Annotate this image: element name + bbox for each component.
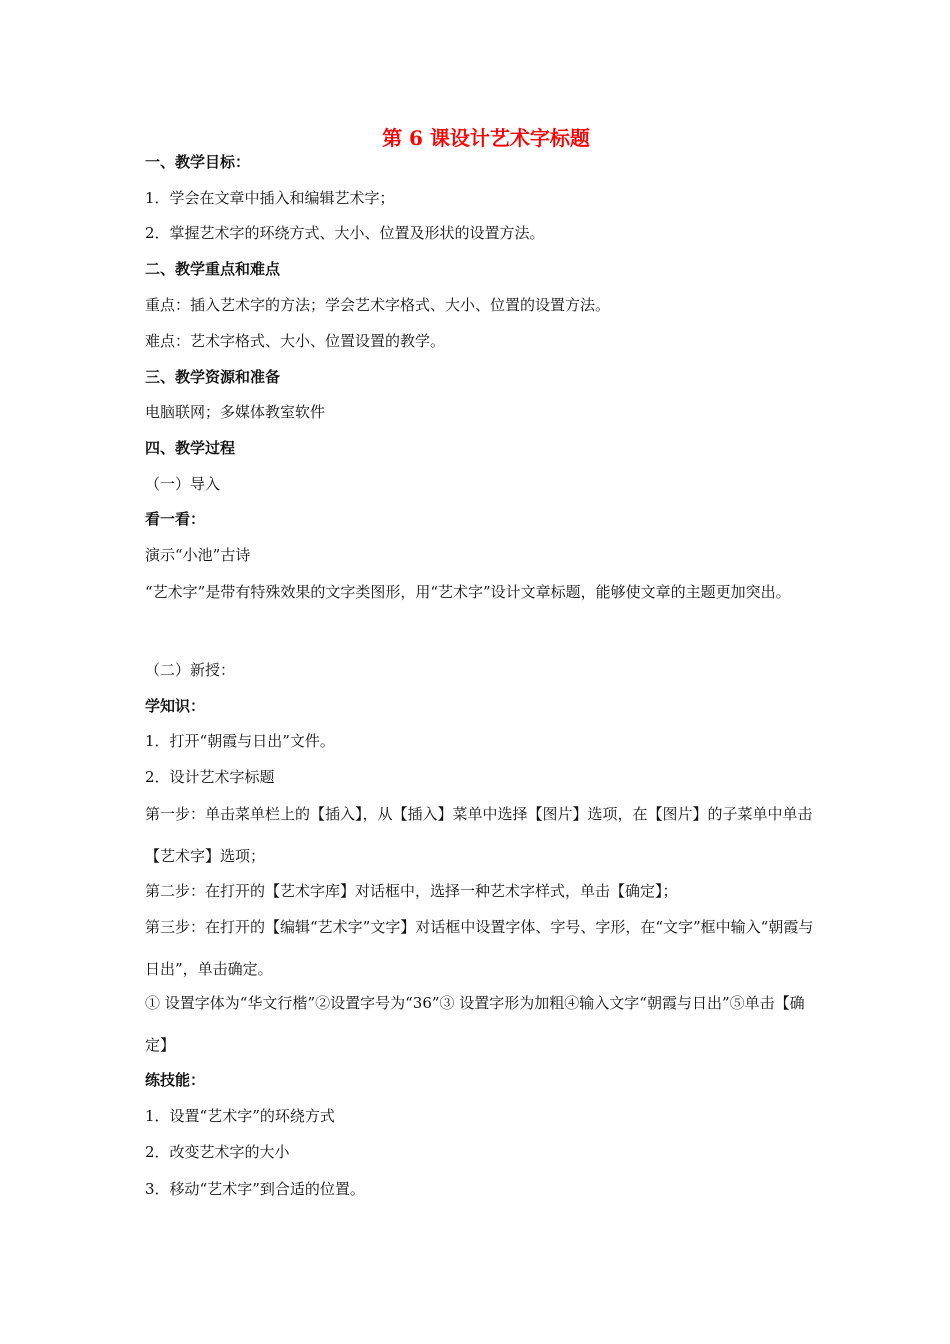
step-3-paragraph: 第三步：在打开的【编辑“艺术字”文字】对话框中设置字体、字号、字形，在“文字”框中输入“朝霞与日出”，单击确定。 <box>145 918 814 978</box>
learn-heading: 学知识： <box>145 697 206 715</box>
subsection-heading-new: （二）新授： <box>145 661 236 679</box>
look-heading: 看一看： <box>145 510 206 528</box>
key-point-text: 重点：插入艺术字的方法；学会艺术字格式、大小、位置的设置方法。 <box>145 296 611 314</box>
objective-item-2: 2．掌握艺术字的环绕方式、大小、位置及形状的设置方法。 <box>145 224 545 242</box>
circled-steps-paragraph: ① 设置字体为“华文行楷”②设置字号为“36”③ 设置字形为加粗④输入文字“朝霞与日出”⑤单击【确定】 <box>145 994 805 1054</box>
document-title: 第 6 课设计艺术字标题 <box>382 126 590 150</box>
practice-item-2: 2．改变艺术字的大小 <box>145 1143 290 1161</box>
section-heading-objectives: 一、教学目标： <box>145 153 251 171</box>
subsection-heading-intro: （一）导入 <box>145 475 221 493</box>
practice-item-3: 3．移动“艺术字”到合适的位置。 <box>145 1180 365 1198</box>
demo-text: 演示“小池”古诗 <box>145 546 251 564</box>
practice-heading: 练技能： <box>145 1071 206 1089</box>
intro-paragraph: “艺术字”是带有特殊效果的文字类图形，用“艺术字”设计文章标题，能够使文章的主题更加突出。 <box>145 583 791 601</box>
resources-text: 电脑联网；多媒体教室软件 <box>145 403 326 421</box>
section-heading-resources: 三、教学资源和准备 <box>145 368 281 386</box>
practice-item-1: 1．设置“艺术字”的环绕方式 <box>145 1107 335 1125</box>
step-2-paragraph: 第二步：在打开的【艺术字库】对话框中，选择一种艺术字样式，单击【确定】； <box>145 882 678 900</box>
step-1-paragraph: 第一步：单击菜单栏上的【插入】，从【插入】菜单中选择【图片】选项，在【图片】的子菜单中单击【艺术字】选项； <box>145 805 813 865</box>
learn-item-2: 2．设计艺术字标题 <box>145 768 275 786</box>
learn-item-1: 1．打开“朝霞与日出”文件。 <box>145 732 335 750</box>
difficult-point-text: 难点：艺术字格式、大小、位置设置的教学。 <box>145 332 446 350</box>
objective-item-1: 1．学会在文章中插入和编辑艺术字； <box>145 189 395 207</box>
section-heading-process: 四、教学过程 <box>145 439 236 457</box>
section-heading-key-points: 二、教学重点和难点 <box>145 260 281 278</box>
